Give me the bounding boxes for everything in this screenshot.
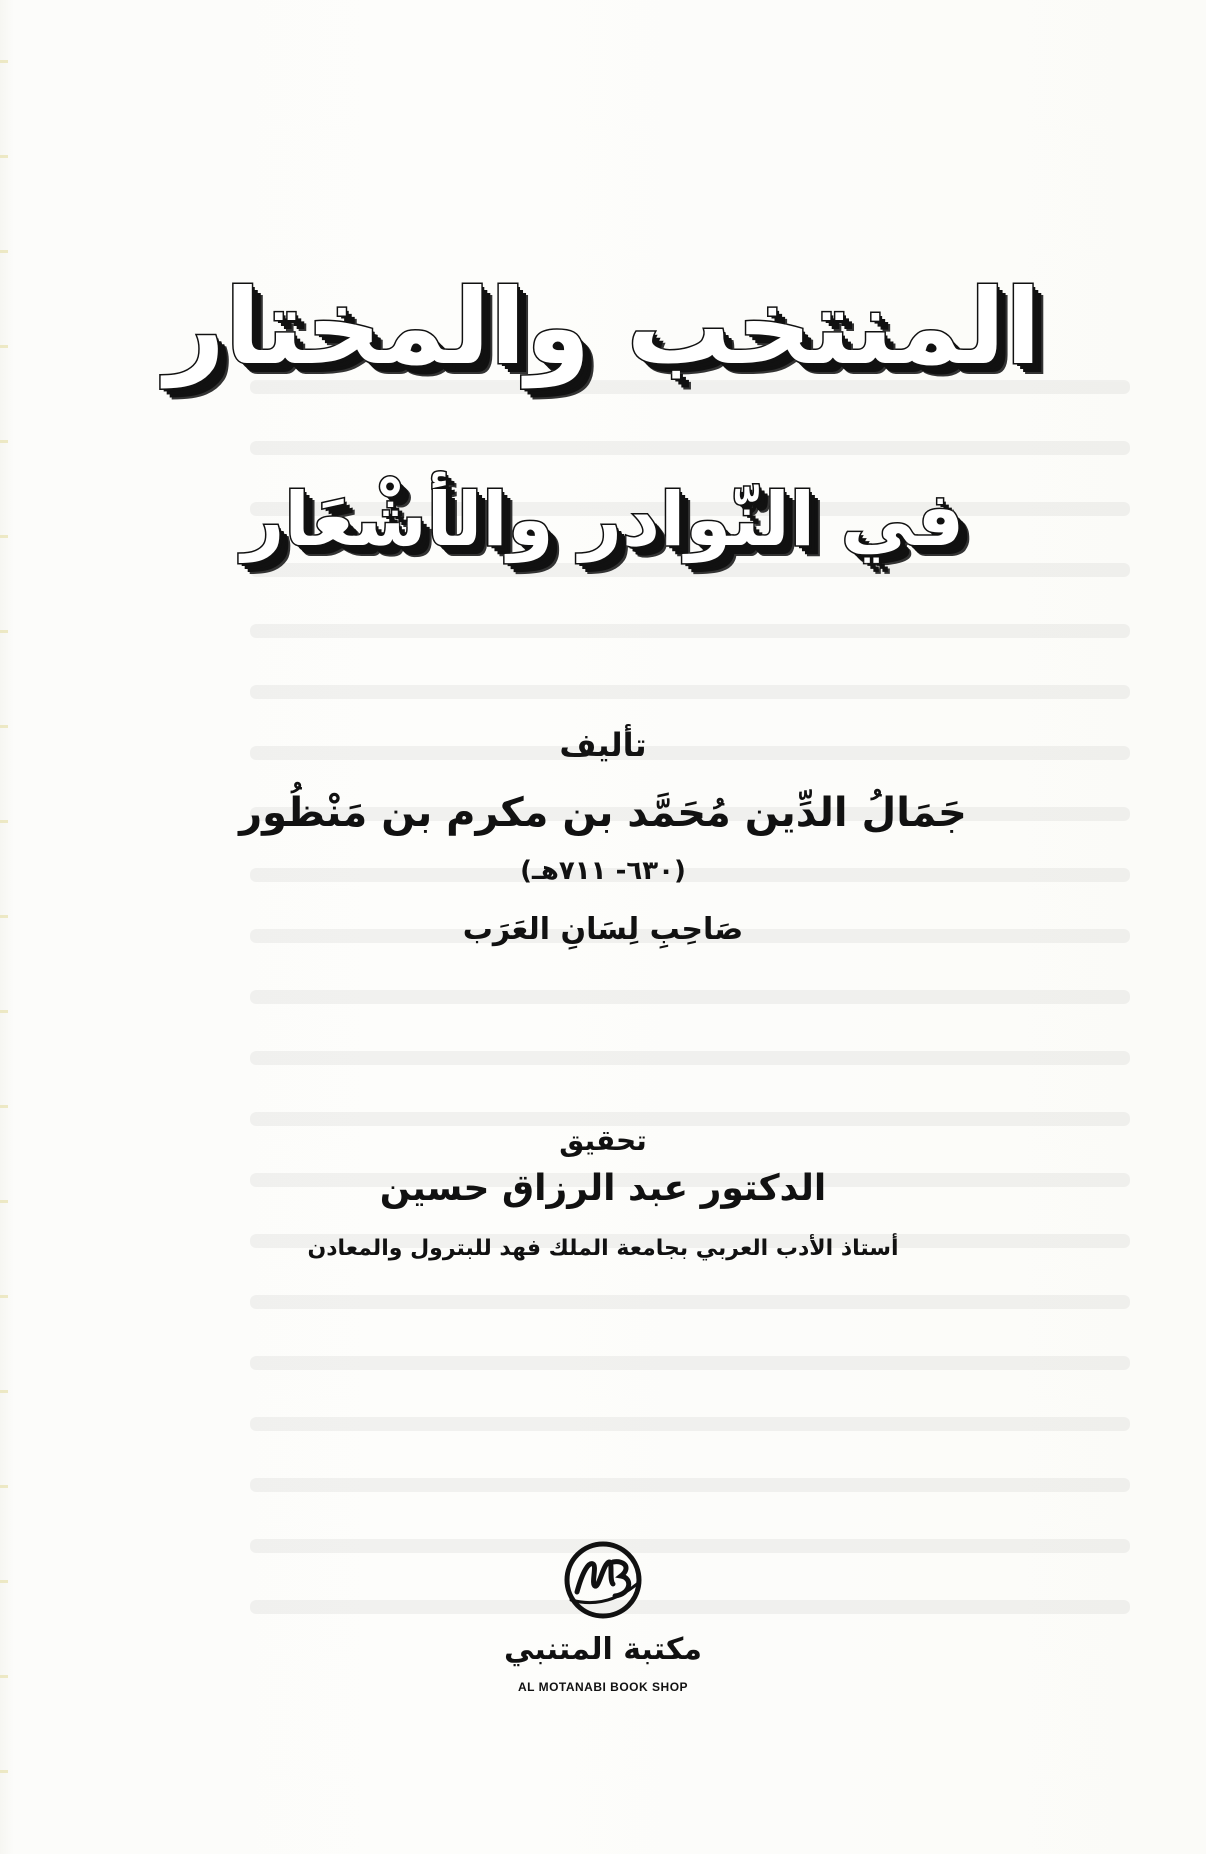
subtitle: في النّوادر والأشْعَار [241,477,965,563]
author-name: جَمَالُ الدِّين مُحَمَّد بن مكرم بن مَنْظُور [239,790,967,836]
main-title: المنتخب والمختار [165,266,1041,388]
editing-label: تحقيق [559,1124,647,1157]
bleed-through-text [250,380,1130,1680]
publisher-logo [503,1540,703,1720]
editor-name: الدكتور عبد الرزاق حسين [379,1168,827,1209]
author-note: صَاحِبِ لِسَانِ العَرَب [462,912,744,947]
authorship-label: تأليف [559,726,647,764]
author-dates: (٦٣٠- ٧١١هـ) [520,856,686,886]
editor-affiliation: أستاذ الأدب العربي بجامعة الملك فهد للبترول والمعادن [307,1236,899,1261]
publisher-name-arabic: مكتبة المتنبي [504,1632,702,1667]
mb-monogram-icon [563,1540,643,1620]
publisher-name-english: AL MOTANABI BOOK SHOP [517,1680,689,1694]
